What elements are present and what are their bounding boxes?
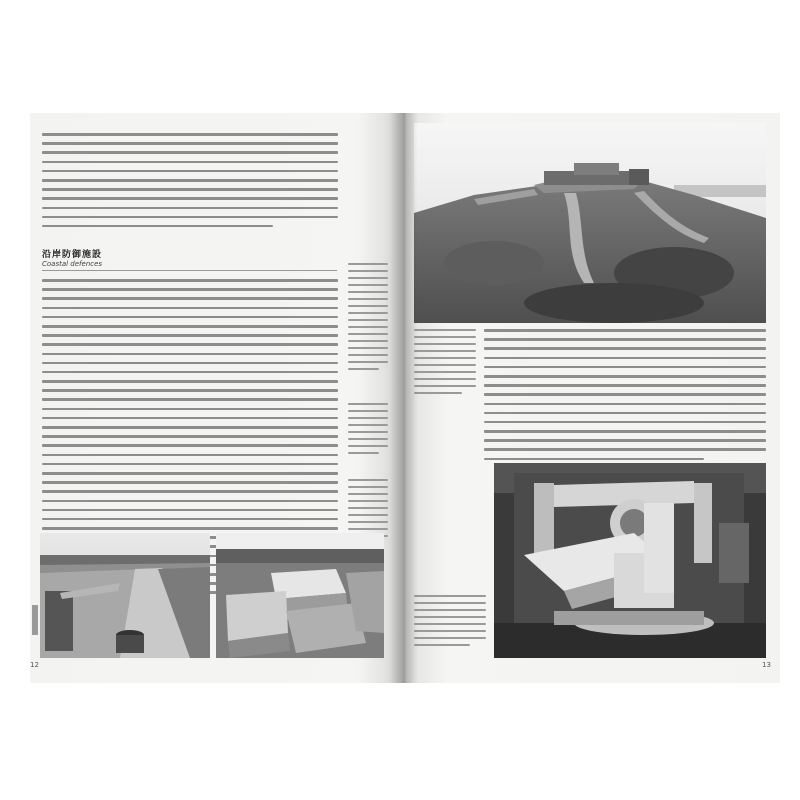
left-page — [30, 113, 402, 683]
section-heading-jp: 沿岸防御施設 — [42, 250, 103, 260]
book-gutter-shadow — [390, 113, 418, 683]
photo-gun-mount — [494, 463, 766, 658]
photo-coastal-wall — [40, 533, 210, 658]
section-heading-en: Coastal defences — [42, 260, 103, 268]
page-number-left: 12 — [30, 661, 39, 669]
caption-column-right-bottom — [414, 595, 486, 651]
heading-rule — [42, 270, 337, 271]
photo-coastal-wall-image — [40, 533, 210, 658]
body-text-top — [42, 133, 338, 234]
photo-concrete-bunker-image — [216, 533, 384, 658]
photo-concrete-bunker — [216, 533, 384, 658]
body-text-right — [484, 329, 766, 467]
photo-gun-mount-image — [494, 463, 766, 658]
page-number-right: 13 — [762, 661, 771, 669]
right-page — [402, 113, 780, 683]
book-spread — [30, 113, 780, 683]
photo-hill-fortification-image — [414, 123, 766, 323]
photo-hill-fortification — [414, 123, 766, 323]
side-running-head-left — [31, 605, 39, 645]
caption-column-left — [348, 263, 388, 549]
caption-column-right-top — [414, 329, 476, 399]
